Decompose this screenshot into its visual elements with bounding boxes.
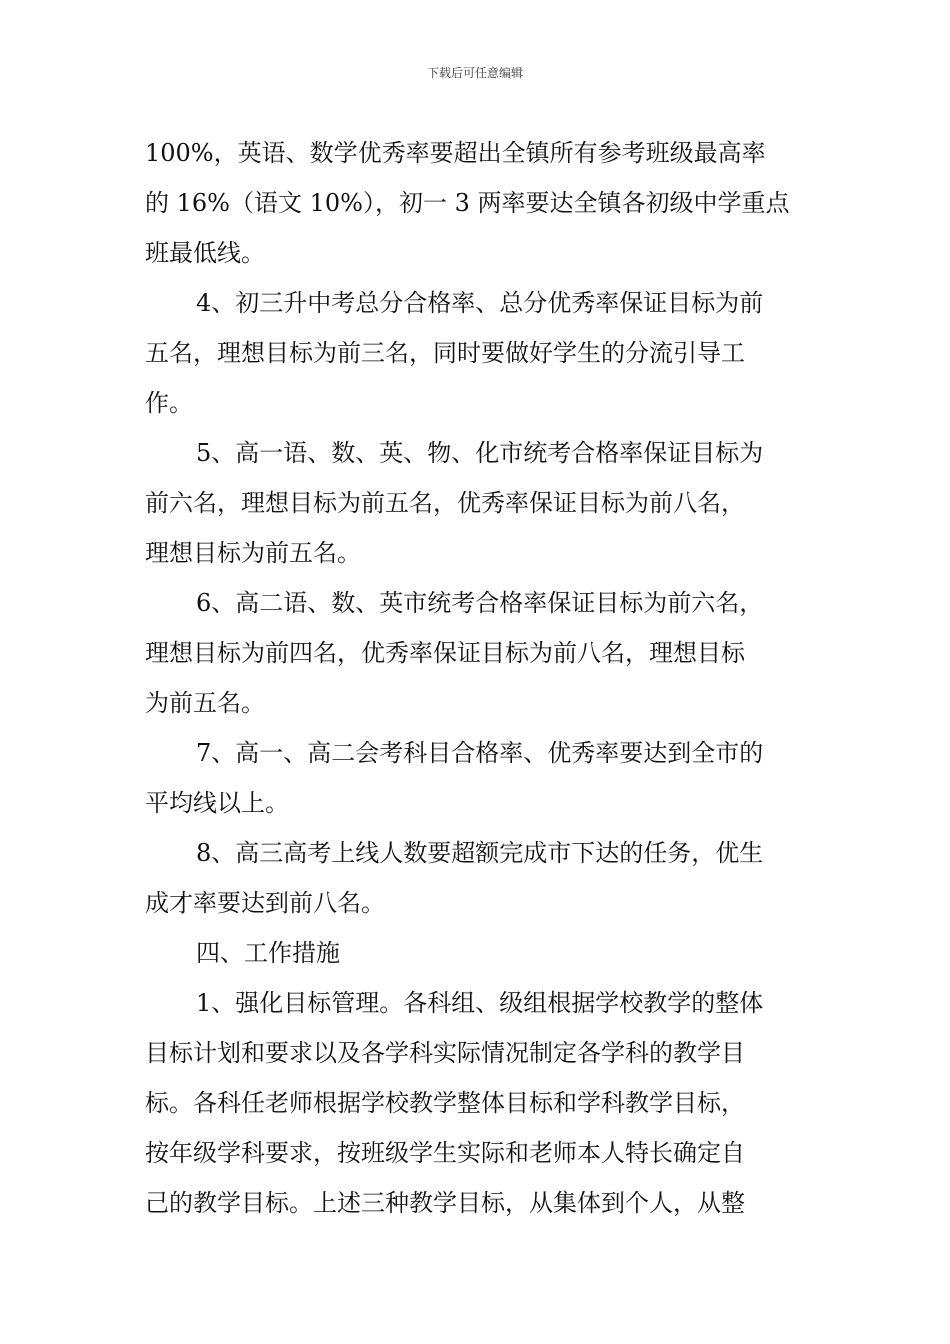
text-line: 7、高一、高二会考科目合格率、优秀率要达到全市的 <box>196 739 764 767</box>
text-line: 前六名，理想目标为前五名，优秀率保证目标为前八名， <box>145 489 745 517</box>
text-line: 己的教学目标。上述三种教学目标，从集体到个人，从整 <box>145 1189 745 1217</box>
text-line: 目标计划和要求以及各学科实际情况制定各学科的教学目 <box>145 1039 745 1067</box>
text-line: 理想目标为前五名。 <box>145 539 361 567</box>
text-line: 4、初三升中考总分合格率、总分优秀率保证目标为前 <box>196 289 764 317</box>
text-line: 的 16%（语文 10%），初一 3 两率要达全镇各初级中学重点 <box>145 189 790 217</box>
text-line: 8、高三高考上线人数要超额完成市下达的任务，优生 <box>196 839 764 867</box>
text-line: 五名，理想目标为前三名，同时要做好学生的分流引导工 <box>145 339 745 367</box>
section-heading: 四、工作措施 <box>196 939 340 967</box>
text-line: 平均线以上。 <box>145 789 289 817</box>
text-line: 6、高二语、数、英市统考合格率保证目标为前六名， <box>196 589 764 617</box>
text-line: 标。各科任老师根据学校教学整体目标和学科教学目标， <box>145 1089 745 1117</box>
page-header: 下载后可任意编辑 <box>426 66 523 80</box>
text-line: 100%，英语、数学优秀率要超出全镇所有参考班级最高率 <box>145 139 766 167</box>
text-line: 成才率要达到前八名。 <box>145 889 385 917</box>
text-line: 为前五名。 <box>145 689 265 717</box>
text-line: 1、强化目标管理。各科组、级组根据学校教学的整体 <box>196 989 764 1017</box>
text-line: 作。 <box>145 389 193 417</box>
text-line: 理想目标为前四名，优秀率保证目标为前八名，理想目标 <box>145 639 745 667</box>
document-body <box>145 128 810 1228</box>
text-line: 班最低线。 <box>145 239 265 267</box>
text-line: 按年级学科要求，按班级学生实际和老师本人特长确定自 <box>145 1139 745 1167</box>
text-line: 5、高一语、数、英、物、化市统考合格率保证目标为 <box>196 439 764 467</box>
